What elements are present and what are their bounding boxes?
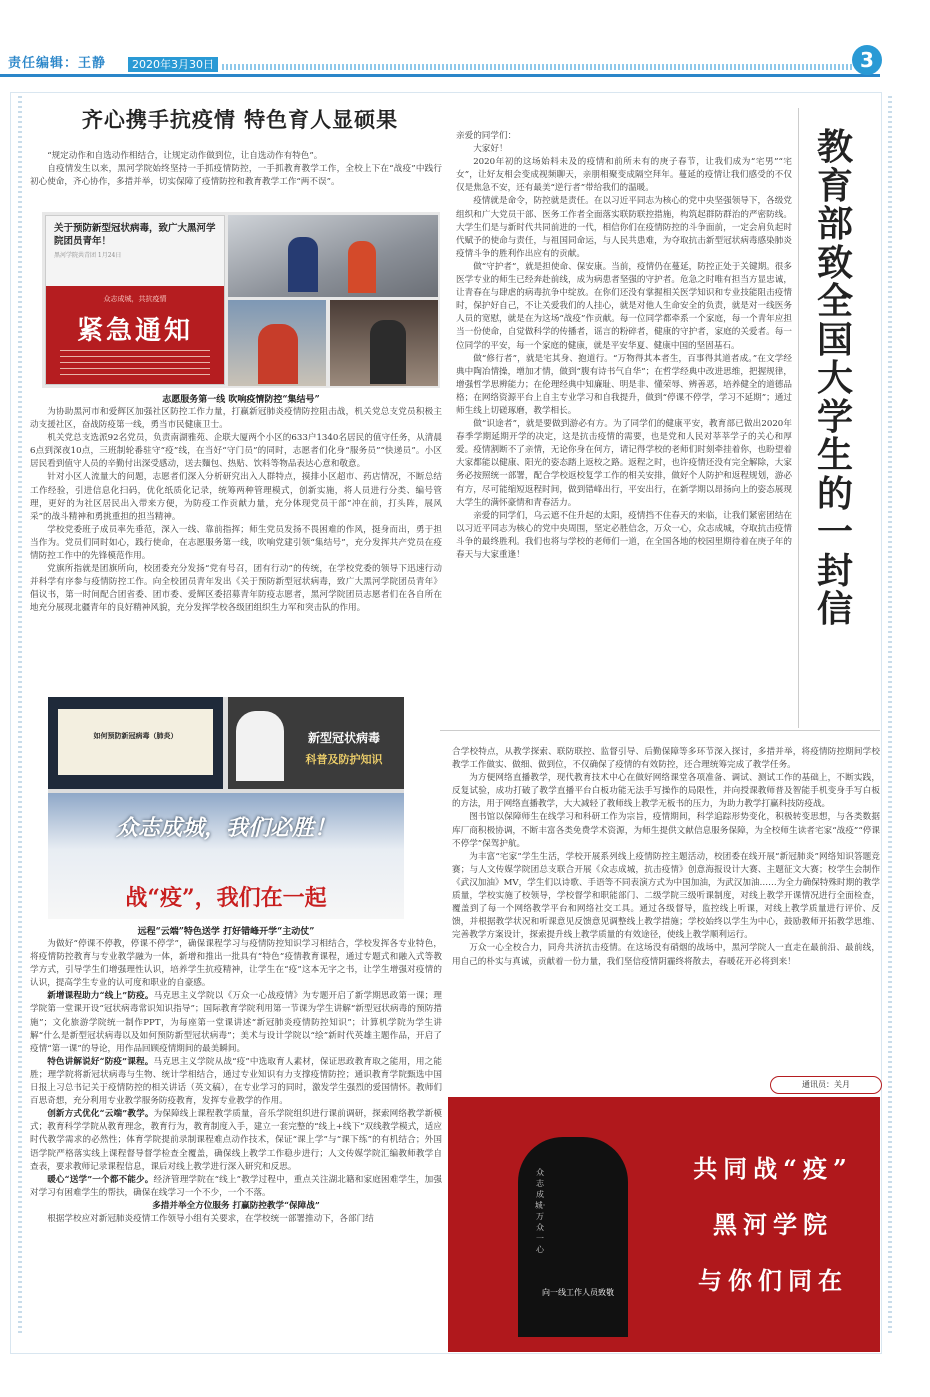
article-intro [30,150,442,189]
body-paragraph: 合学校特点，从教学探索、联防联控、监督引导、后勤保障等多环节深入探讨，多措并举，将疫情防控期间学校教学工作做实、做细、做到位，不仅确保了疫情的有效防控，还合理统筹完成了教学任务。 [452,747,880,771]
photo2-caption: 远程“云端”特色送学 打好错峰开学“主动仗” [137,927,315,937]
letter-body [456,130,792,562]
article-continuation [452,746,880,969]
letter-paragraph: 做“守护者”，就是担使命、保安康。当前，疫情仍在蔓延，防控正处于关键期。很多医学专业的师生已经奔赴前线，成为病患者坚强的守护者。危急之时唯有担当方显忠诚，让青春在与肆虐的病毒抗争中绽放。在你们还没有掌握相关医学知识和专业技能阻击疫情时，保护好自己，不让关爱我们的人挂心，就是对他人生命安全的负责，就是对一线医务人员的宽慰，就是在为这场“战疫”作贡献。每一位同学都牵系一个家庭，每一个青年应担当一份使命，自觉做科学的传播者，谣言的粉碎者，健康的守护者，家庭的关爱者。每一位同学的平安，每一个家庭的健康，就是平安华夏、健康中国的坚固基石。 [456,261,792,351]
screen-lesson-photo [48,697,223,789]
letter-divider [798,108,799,728]
right-dotted-border [888,96,892,1336]
letter-greeting: 大家好！ [473,144,508,155]
article-section-2 [30,938,442,1226]
subhead-new-course: 新增课程助力“线上”防疫。 [47,991,154,1002]
poster-bottom-text: 向一线工作人员致敬 [542,1288,614,1297]
header-rule [0,74,880,77]
page-number: 3 [852,45,882,75]
poster-slogan-2: 黑河学院 [713,1210,833,1239]
issue-date: 2020年3月30日 [128,57,218,72]
intro-paragraph: 自疫情发生以来，黑河学院始终坚持一手抓疫情防控，一手抓教育教学工作，全校上下在“战疫”中践行初心使命，齐心协作，多措并举，切实保障了疫情防控和教育教学工作“两不误”。 [30,164,442,188]
header-stripe [222,64,852,70]
letter-salutation: 亲爱的同学们： [456,131,517,141]
photo-checkpoint [228,215,438,297]
body-paragraph: 马克思主义学院从战“疫”中选取育人素材，保证思政教育取之能用，用之能胜；理学院将新冠状病毒与生物、统计学相结合，通过专业知识有力支撑疫情防控；通识教育学院甄选中国日报上习总书记关于疫情防控的相关讲话（英文稿），在专业学习的同时，激发学生强烈的爱国情怀。教师们百思奇想，充分利用专业教学服务防疫教育，发挥专业教学的作用。 [30,1056,443,1107]
body-paragraph: 马克思主义学院以《万众一心战疫情》为专题开启了新学期思政第一课；理学院第一堂课开设“冠状病毒常识知识指导”；国际教育学院利用第一节课为学生讲解“新型冠状病毒的预防措施”；文化旅游学院统一制作PPT，为每座第一堂课讲述“新冠肺炎疫情防控知识”；计算机学院为学生讲解“什么是新型冠状病毒以及如何预防新型冠状病毒”；美术与设计学院以“绘”新时代英雄主题作品，开启了疫情“第一课”的导论，用作品回顾疫情期间的最美瞬间。 [30,991,442,1054]
notice-title: 关于预防新型冠状病毒，致广大黑河学院团员青年！ [54,223,216,247]
photo1-caption: 志愿服务第一线 吹响疫情防控“集结号” [162,395,320,405]
body-paragraph: 根据学校应对新冠肺炎疫情工作领导小组有关要求，在学校统一部署推动下，各部门结 [47,1213,374,1224]
screen-lesson-title: 如何预防新冠病毒（肺炎） [93,731,178,740]
photo-volunteer-registering [228,300,326,386]
poster-slogan-1: 共同战“疫” [693,1154,853,1183]
poster-slogan-3: 与你们同在 [698,1266,848,1295]
body-paragraph: 经济管理学院在“线上”教学过程中，重点关注湖北籍和家庭困难学生，加强对学习有困难学生的帮扶，确保在线学习一个不少，一个不落。 [30,1174,443,1198]
body-paragraph: 为保障线上课程教学质量，音乐学院组织进行课前调研，探索网络教学新模式；教育科学学院从教育理念，教育行为，教育制度入手，建立一套完整的“线上+线下”双线教学模式，适应时代教学需求的必然性；体育学院提前录制课程难点动作技术，保证“课上学”与“课下练”的有机结合；外国语学院严格落实线上课程督导督学检查全覆盖，确保线上教学工作稳步进行；人文传媒学院汇编教师教学自查表，要求教师记录课程信息，课后对线上教学进行深入研究和反思。 [30,1109,442,1172]
body-paragraph: 为方便网络直播教学，现代教育技术中心在做好网络课堂各项准备、调试、测试工作的基础上，不断实践，反复试验，成功打破了教学直播平台白板功能无法手写操作的局限性，并向授课教师普及智能手机变身手写白板的方法，用于网络直播教学，大大减轻了教师线上教学无板书的压力，为助力教学打赢科技防疫战。 [452,773,880,810]
medical-team-banner [48,793,404,919]
letter-paragraph: 亲爱的同学们，乌云遮不住升起的太阳，疫情挡不住春天的来临，让我们紧密团结在以习近平同志为核心的党中央周围，坚定必胜信念，万众一心，众志成城，夺取抗击疫情斗争的最终胜利。我们也将与学校的老师们一道，在全国各地的校园里期待着在庚子年的春天与大家重逢！ [456,510,792,560]
photo-volunteer-night [330,300,438,386]
letter-paragraph: 做“修行者”，就是宅其身、抱道行。“万物得其本者生，百事得其道者成。”在文学经典中陶冶情操，增加才情，做到“腹有诗书气自华”；在哲学经典中改进思维，把握规律，增强哲学思辨能力；在伦理经典中知廉耻、明是非、懂荣辱、辨善恶，培养健全的道德品格；在网络资源平台上自主专业学习和自我提升，做到“停课不停学，学习不延期”；通过师生线上切磋琢磨，教学相长。 [456,353,792,416]
body-paragraph: 为丰富“宅家”学生生活，学校开展系列线上疫情防控主题活动，校团委在线开展“新冠肺炎”网络知识答题竞赛；与人文传媒学院团总支联合开展《众志成城，抗击疫情》创意海报设计大赛、主题征文大赛；校学生会制作《武汉加油》MV，学生们以诗歌、手语等不同表演方式为中国加油，为武汉加油……为全力确保特殊时期的教学质量，学校实施了校领导，学校督学和职能部门、二级学院三级听课制度，对线上教学开课情况进行全面检查，覆盖到了每一个网络教学平台和网络社交工具。通过各级督导，监控线上听课，对线上教学质量进行评价、反馈，并根据教学状况和听课意见反馈意见调整线上教学措施；学校始终以学生为中心，鼓励教师开拓教学思维、完善教学方案设计，探索提升线上教学质量的有效途径，使线上教学顺利运行。 [452,851,880,941]
campaign-poster [448,1097,880,1352]
subhead-warm: 暖心“送学”一个都不能少。 [47,1174,154,1185]
video-subtitle: 科普及防护知识 [305,753,383,766]
intro-paragraph: “规定动作和自选动作相结合，让规定动作做到位，让自选动作有特色”。 [47,151,323,161]
section-subtitle: 多措并举全方位服务 打赢防控教学“保障战” [152,1200,320,1211]
body-paragraph: 图书馆以保障师生在线学习和科研工作为宗旨，疫情期间，科学追踪形势变化，积极转变思想，与各类数据库厂商积极协调，不断丰富各类免费学术资源，为师生提供文献信息服务保障，为全校师生读者宅家“战疫”“停课不停学”保驾护航。 [452,812,880,849]
body-paragraph: 万众一心全校合力，同舟共济抗击疫情。在这场没有硝烟的战场中，黑河学院人一直走在最前沿、最前线，用自己的朴实与真诚，贡献着一份力量，我们坚信疫情阴霾终将散去，春暖花开必将到来！ [452,943,880,967]
article-section-1 [30,406,442,616]
body-paragraph: 为协助黑河市和爱辉区加强社区防控工作力量，打赢新冠肺炎疫情防控阻击战，机关党总支党员积极主动支援社区，奋战防疫第一线，勇当市民健康卫士。 [30,407,442,431]
banner-bottom-text: 战“疫”，我们在一起 [125,885,327,911]
subhead-innovate: 创新方式优化“云端”教学。 [47,1109,154,1120]
letter-paragraph: 做“识途者”，就是要做到游必有方。为了同学们的健康平安，教育部已做出2020年春季学期延期开学的决定，这是抗击疫情的需要，也是党和人民对莘莘学子的关心和厚爱。疫情割断不了亲情，无论你身在何方，请记得学校的老师们时刻牵挂着你，也盼望着大家都能以健康、阳光的姿态踏上返校之路。返程之时，也许疫情还没有完全解除，大家务必按照统一部署，配合学校返校复学工作的相关安排，做好个人防护和返程规划，游必有方，尽可能缩短返程时间，做到错峰出行，平安出行，在新学期以昂扬向上的姿态展现大学生的满怀豪情和青春活力。 [456,419,792,508]
letter-paragraph: 2020年初的这场始料未及的疫情和前所未有的庚子春节，让我们成为“宅男”“宅女”，让好友相会变成视频聊天，亲朋相聚变成隔空拜年。蔓延的疫情让我们感受的不仅仅是焦急不安，还有最美“逆行者”带给我们的温暖。 [456,157,792,194]
subhead-lecture: 特色讲解说好“防疫”课程。 [47,1056,154,1067]
notice-heading: 紧急通知 [76,316,193,346]
article-title: 齐心携手抗疫情 特色育人显硕果 [81,108,399,132]
body-paragraph: 机关党总支选派92名党员，负责南湖雅苑、企联大厦两个小区的633户1340名居民的值守任务，从清晨6点到深夜10点，三班制轮番驻守“疫”线，在当好“守门员”的同时，志愿者们化身“服务员”“快递员”。小区居民看到值守人员的辛勤付出深受感动，送去麵包、热贴、饮料等物品表达心意和敬意。 [30,433,442,470]
notice-subtitle: 黑河学院共青团 1月24日 [54,252,122,259]
poster-vertical-text: 众志成城·万众一心 [534,1168,546,1254]
notice-banner [46,286,224,384]
body-paragraph: 针对小区人流量大的问题，志愿者们深入分析研究出入人群特点，摸排小区超市、药店情况，不断总结工作经验，引进信息化扫码，优化纸质化记录，统筹两种管理模式，创新实施，将人员进行分类、编号管理，更好的为社区居民出入带来方便，为防疫工作贡献力量，充分体现党员干部“冲在前，打头阵，展风采”的战斗精神和勇挑重担的担当精神。 [30,472,442,522]
body-paragraph: 学校党委班子成员率先垂范，深入一线、靠前指挥；师生党员发扬不畏困难的作风，挺身而出，勇于担当作为。党员们同时如心，践行使命，在志愿服务第一线，吹响党建引领“集结号”，充分发挥共产党员在疫情防控工作中的先锋模范作用。 [30,524,442,562]
notice-text-lines [60,350,210,376]
body-paragraph: 为做好“停课不停教，停课不停学”，确保课程学习与疫情防控知识学习相结合，学校发挥各专业特色，将疫情防控教育与专业教学融为一体，新增和推出一批具有“特色”疫情教育课程，通过专题式和融入式等教学方式，引导学生们增强理性认识，培养学生抗疫精神，让学生在“疫”这本无字之书，让学生增强对疫情的认识，提高学生专业的认可度和职业的自豪感。 [30,939,442,989]
banner-top-text: 众志成城，我们必胜！ [115,815,336,841]
editor-label: 责任编辑：王静 [8,56,107,71]
page-header [0,44,930,80]
reporter-credit: 通讯员：关月 [770,1076,882,1094]
science-video-photo [228,697,404,789]
letter-title: 教育部致全国大学生的一封信 [816,126,853,630]
online-teaching-collage [48,697,404,919]
emergency-notice-card [45,215,225,385]
letter-paragraph: 疫情就是命令，防控就是责任。在以习近平同志为核心的党中央坚强领导下，各级党组织和广大党员干部、医务工作者全面落实联防联控措施，构筑起群防群治的严密防线。大学生们是与新时代共同前进的一代，相信你们在疫情防控的斗争面前，一定会肩负起时代赋予的使命与责任，与祖国同命运，与人民共患难，为夺取抗击新型冠状病毒感染肺炎疫情斗争的胜利作出应有的贡献。 [456,196,792,259]
body-paragraph: 党旗所指就是团旗所向，校团委充分发扬“党有号召，团有行动”的传统，在学校党委的领导下迅速行动并科学有序参与疫情防控工作。向全校团员青年发出《关于预防新型冠状病毒，致广大黑河学院团员青年》倡议书，第一时间配合团省委、团市委、爱辉区委招募青年防疫志愿者，黑河学院团员志愿者们在各自所在地充分展现北疆青年的良好精神风貌，充分发挥学校各级团组织生力军和突击队的作用。 [30,564,442,614]
left-dotted-border [18,96,22,1336]
video-title: 新型冠状病毒 [307,731,380,745]
notice-slogan: 众志成城，共抗疫情 [103,295,167,303]
section-separator [440,730,880,731]
